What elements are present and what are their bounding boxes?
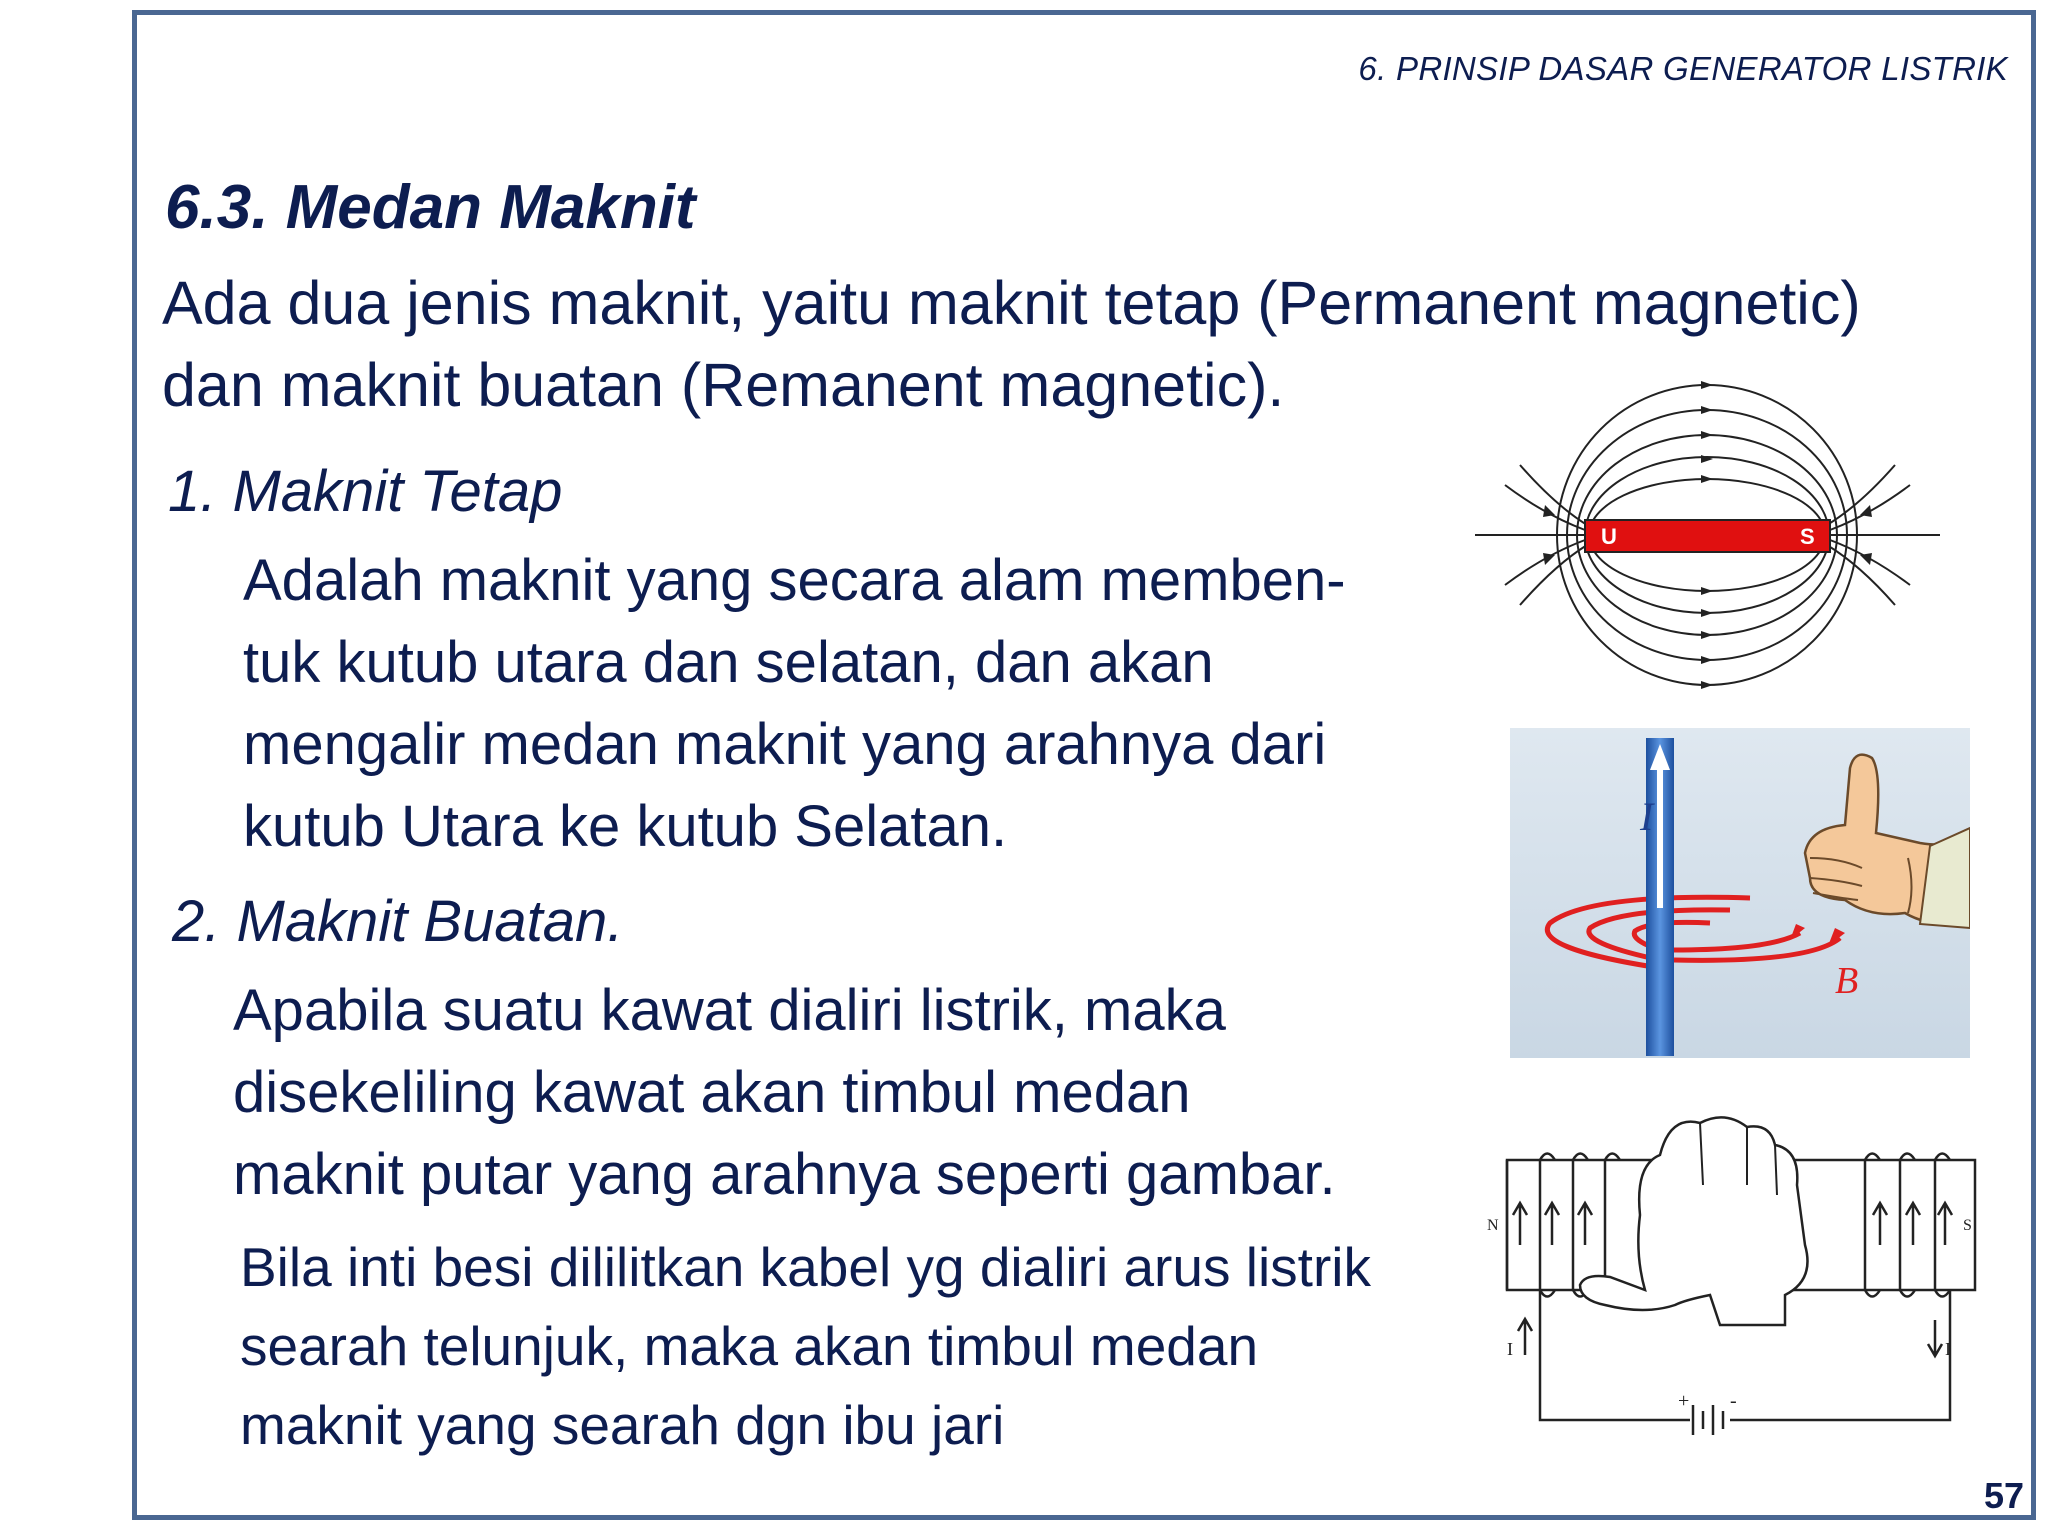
intro-line: Ada dua jenis maknit, yaitu maknit tetap (Permanent magnetic) [162, 269, 1861, 337]
magnet-bar [1585, 520, 1830, 552]
magnet-pole-south: S [1800, 524, 1815, 549]
bar-magnet-figure [1465, 365, 1950, 700]
item1-line: Adalah maknit yang secara alam memben- [243, 548, 1346, 613]
item1-line: mengalir medan maknit yang arahnya dari [243, 712, 1327, 777]
item2-extra-line: maknit yang searah dgn ibu jari [240, 1394, 1005, 1456]
battery-plus: + [1678, 1390, 1690, 1412]
field-label: B [1835, 960, 1859, 1002]
item2-line: disekeliling kawat akan timbul medan [233, 1060, 1191, 1125]
item1-heading: 1. Maknit Tetap [168, 459, 563, 524]
item2-extra-paragraph [240, 1228, 1500, 1465]
item2-line: Apabila suatu kawat dialiri listrik, maka [233, 978, 1226, 1043]
battery-minus: - [1730, 1390, 1737, 1412]
solenoid-current-left: I [1507, 1339, 1513, 1359]
solenoid-current-right: I [1945, 1339, 1951, 1359]
magnet-pole-north: U [1601, 524, 1617, 549]
item1-line: tuk kutub utara dan selatan, dan akan [243, 630, 1214, 695]
item1-line: kutub Utara ke kutub Selatan. [243, 794, 1008, 859]
intro-line: dan maknit buatan (Remanent magnetic). [162, 351, 1285, 419]
item2-extra-line: Bila inti besi dililitkan kabel yg dialiri arus listrik [240, 1236, 1371, 1298]
section-title: 6.3. Medan Maknit [165, 173, 696, 242]
solenoid-figure [1485, 1105, 1985, 1435]
item1-paragraph [243, 540, 1443, 868]
item2-heading: 2. Maknit Buatan. [172, 889, 624, 954]
right-hand-rule-figure [1510, 728, 1970, 1058]
page-number: 57 [1983, 1475, 2024, 1516]
solenoid-pole-south: S [1963, 1217, 1972, 1234]
item2-extra-line: searah telunjuk, maka akan timbul medan [240, 1315, 1259, 1377]
solenoid-pole-north: N [1487, 1217, 1499, 1234]
chapter-header: 6. PRINSIP DASAR GENERATOR LISTRIK [1358, 50, 2008, 87]
item2-paragraph [233, 970, 1483, 1216]
item2-line: maknit putar yang arahnya seperti gambar. [233, 1142, 1336, 1207]
current-label: I [1640, 794, 1654, 839]
